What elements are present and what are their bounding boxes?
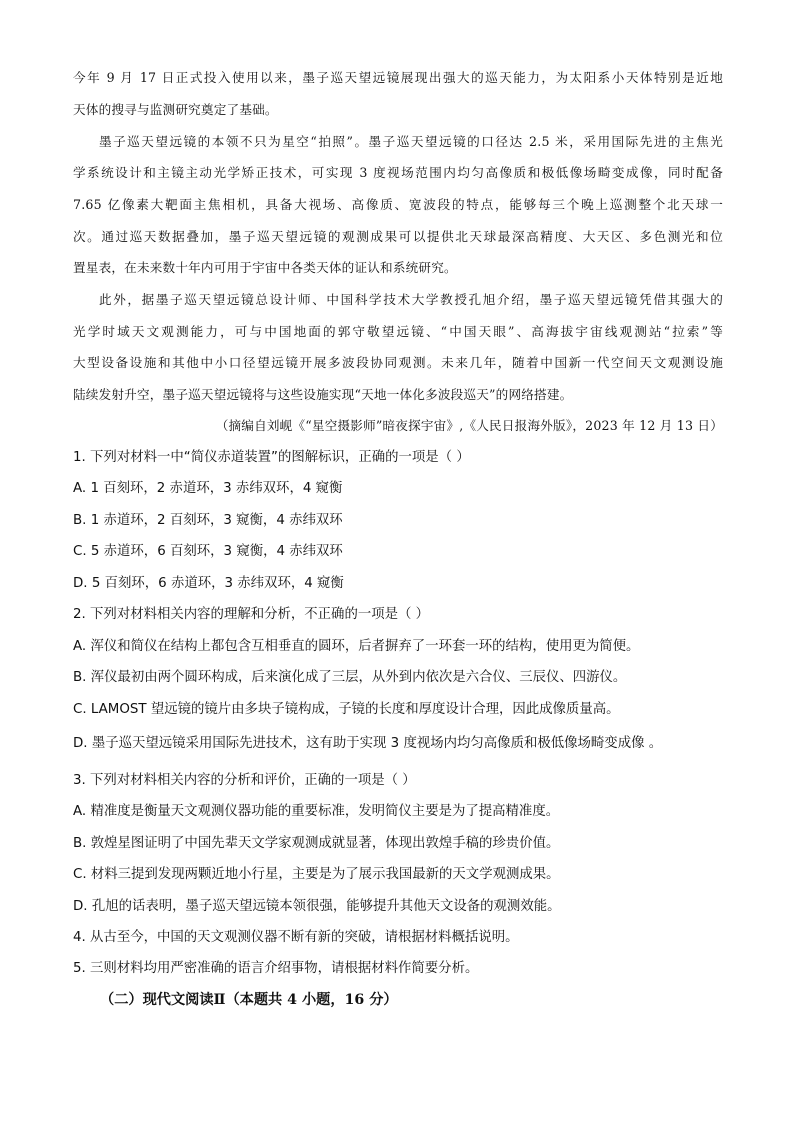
question-1-option-b: B. 1 赤道环，2 百刻环，3 窥衡，4 赤纬双环 bbox=[73, 513, 343, 528]
question-2-option-d: D. 墨子巡天望远镜采用国际先进技术，这有助于实现 3 度视场内均匀高像质和极低像场畸变成像 。 bbox=[73, 736, 663, 751]
paragraph-3-line-1: 此外，据墨子巡天望远镜总设计师、中国科学技术大学教授孔旭介绍，墨子巡天望远镜凭借其强大的 bbox=[99, 292, 723, 307]
article-source-citation: （摘编自刘岘《“星空摄影师”暗夜探宇宙》,《人民日报海外版》，2023 年 12 月 13 日） bbox=[215, 418, 723, 433]
question-2-option-a: A. 浑仪和简仪在结构上都包含互相垂直的圆环，后者摒弃了一环套一环的结构，使用更为简便。 bbox=[73, 639, 640, 654]
question-2-option-c: C. LAMOST 望远镜的镜片由多块子镜构成，子镜的长度和厚度设计合理，因此成像质量高。 bbox=[73, 702, 620, 717]
section-heading: （二）现代文阅读Ⅱ（本题共 4 小题，16 分） bbox=[100, 992, 398, 1008]
paragraph-1-line-2: 天体的搜寻与监测研究奠定了基础。 bbox=[73, 102, 278, 117]
question-1-option-d: D. 5 百刻环，6 赤道环，3 赤纬双环，4 窥衡 bbox=[73, 576, 344, 591]
question-3-stem: 3. 下列对材料相关内容的分析和评价，正确的一项是（ ） bbox=[73, 773, 416, 788]
question-1-option-c: C. 5 赤道环，6 百刻环，3 窥衡，4 赤纬双环 bbox=[73, 544, 343, 559]
paragraph-3-line-2: 光学时域天文观测能力，可与中国地面的郭守敬望远镜、“中国天眼”、高海拔宇宙线观测站“拉索”等 bbox=[73, 324, 723, 339]
question-3-option-d: D. 孔旭的话表明，墨子巡天望远镜本领很强，能够提升其他天文设备的观测效能。 bbox=[73, 899, 561, 914]
paragraph-2-line-3: 7.65 亿像素大靶面主焦相机，具备大视场、高像质、宽波段的特点，能够每三个晚上巡测整个北天球一 bbox=[73, 197, 723, 212]
question-5-stem: 5. 三则材料均用严密准确的语言介绍事物，请根据材料作简要分析。 bbox=[73, 961, 479, 976]
paragraph-3-line-4: 陆续发射升空，墨子巡天望远镜将与这些设施实现“天地一体化多波段巡天”的网络搭建。 bbox=[73, 387, 573, 402]
question-3-option-a: A. 精准度是衡量天文观测仪器功能的重要标准，发明简仪主要是为了提高精准度。 bbox=[73, 804, 560, 819]
paragraph-3-line-3: 大型设备设施和其他中小口径望远镜开展多波段协同观测。未来几年，随着中国新一代空间天文观测设施 bbox=[73, 355, 723, 370]
paragraph-2-line-1: 墨子巡天望远镜的本领不只为星空“拍照”。墨子巡天望远镜的口径达 2.5 米，采用国际先进的主焦光 bbox=[99, 134, 723, 149]
question-3-option-b: B. 敦煌星图证明了中国先辈天文学家观测成就显著，体现出敦煌手稿的珍贵价值。 bbox=[73, 836, 560, 851]
question-3-option-c: C. 材料三提到发现两颗近地小行星，主要是为了展示我国最新的天文学观测成果。 bbox=[73, 867, 560, 882]
paragraph-2-line-2: 学系统设计和主镜主动光学矫正技术，可实现 3 度视场范围内均匀高像质和极低像场畸变成像，同时配备 bbox=[73, 165, 723, 180]
question-2-stem: 2. 下列对材料相关内容的理解和分析，不正确的一项是（ ） bbox=[73, 607, 430, 622]
paragraph-1-line-1: 今年 9 月 17 日正式投入使用以来，墨子巡天望远镜展现出强大的巡天能力，为太阳系小天体特别是近地 bbox=[73, 70, 723, 85]
paragraph-2-line-5: 置星表，在未来数十年内可用于宇宙中各类天体的证认和系统研究。 bbox=[73, 260, 457, 275]
question-1-option-a: A. 1 百刻环，2 赤道环，3 赤纬双环，4 窥衡 bbox=[73, 481, 343, 496]
question-1-stem: 1. 下列对材料一中“简仪赤道装置”的图解标识，正确的一项是（ ） bbox=[73, 450, 470, 465]
question-2-option-b: B. 浑仪最初由两个圆环构成，后来演化成了三层，从外到内依次是六合仪、三辰仪、四游仪。 bbox=[73, 670, 627, 685]
question-4-stem: 4. 从古至今，中国的天文观测仪器不断有新的突破，请根据材料概括说明。 bbox=[73, 930, 519, 945]
paragraph-2-line-4: 次。通过巡天数据叠加，墨子巡天望远镜的观测成果可以提供北天球最深高精度、大天区、多色测光和位 bbox=[73, 229, 723, 244]
